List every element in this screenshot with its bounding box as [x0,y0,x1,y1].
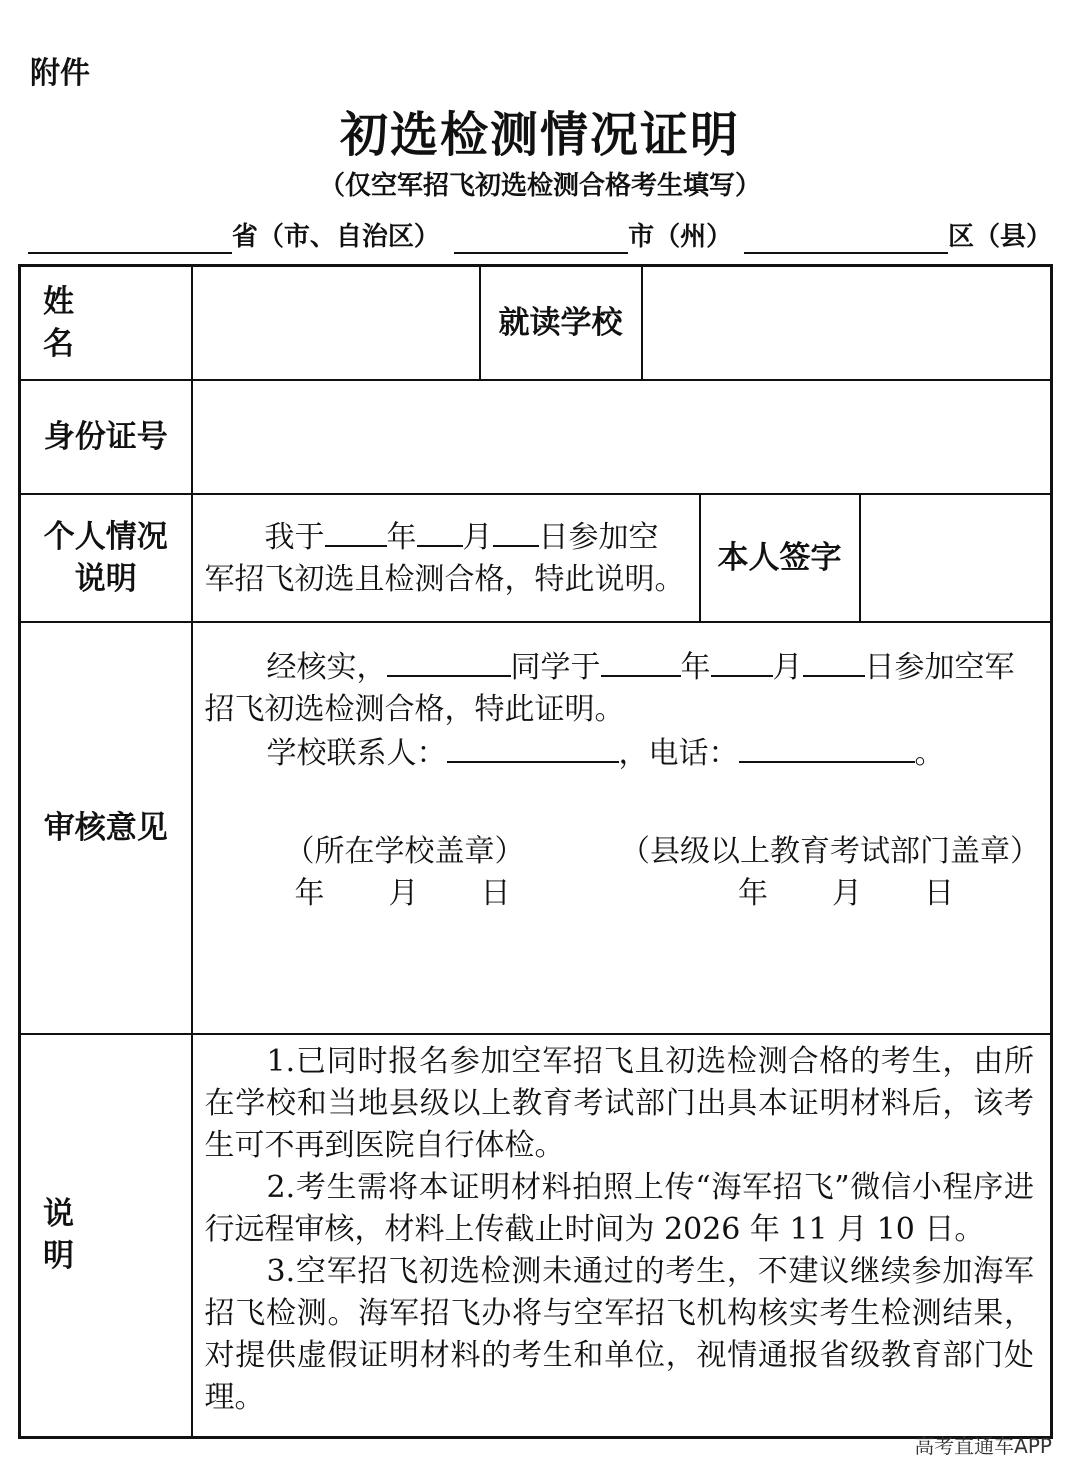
personal-text-3: 月 [462,519,493,555]
review-content [192,622,1052,1034]
phone-blank[interactable] [739,731,915,763]
school-seal-year: 年 [294,875,325,911]
review-row [20,622,1052,1034]
review-text-2: 同学于 [510,649,601,685]
document-subtitle: （仅空军招飞初选检测合格考生填写） [318,171,761,201]
id-row [20,380,1052,494]
dept-seal-block [604,831,1040,915]
note-item: 2.考生需将本证明材料拍照上传“海军招飞”微信小程序进行远程审核，材料上传截止时间为 2026 年 11 月 10 日。 [204,1169,1035,1247]
review-day-blank[interactable] [803,645,865,677]
notes-content [192,1034,1052,1438]
district-blank[interactable] [744,220,948,254]
review-label: 审核意见 [20,622,192,1034]
review-year-blank[interactable] [601,645,681,677]
signature-field[interactable] [860,494,1052,622]
school-seal-block [205,831,605,915]
dept-seal-day: 日 [924,875,955,911]
dept-seal-year: 年 [738,875,769,911]
review-text-6: 招飞初选检测合格，特此证明。 [204,691,625,727]
province-label: 省（市、自治区） [231,222,440,252]
phone-label: ，电话： [618,735,739,771]
watermark: 高考直通车APP [914,1434,1052,1458]
signature-label: 本人签字 [700,494,860,622]
region-line [28,218,1052,254]
dept-seal-month: 月 [832,875,863,911]
month-blank[interactable] [417,515,463,547]
certification-form [18,264,1053,1439]
review-text-1: 经核实， [266,649,387,685]
personal-label-line1: 个人情况 [43,518,168,555]
name-row [20,266,1052,380]
review-text-3: 年 [680,649,711,685]
school-label: 就读学校 [480,266,642,380]
district-label: 区（县） [947,222,1052,252]
dept-seal-label: （县级以上教育考试部门盖章） [620,833,1041,869]
note-item: 3.空军招飞初选检测未通过的考生，不建议继续参加海军招飞检测。海军招飞办将与空军招飞机构核实考生检测结果，对提供虚假证明材料的考生和单位，视情通报省级教育部门处理。 [204,1253,1035,1415]
personal-text-1: 我于 [264,519,325,555]
personal-text-5: 军招飞初选且检测合格，特此说明。 [204,561,685,597]
notes-label: 说 明 [20,1034,192,1438]
personal-text-2: 年 [386,519,417,555]
school-seal-day: 日 [480,875,511,911]
personal-label-line2: 说明 [74,560,137,597]
seal-area [205,831,1041,915]
name-label: 姓 名 [20,266,192,380]
contact-label: 学校联系人： [266,735,447,771]
review-text-end: 。 [914,735,945,771]
school-seal-label: （所在学校盖章） [284,833,525,869]
contact-blank[interactable] [447,731,619,763]
province-blank[interactable] [28,220,232,254]
document-title: 初选检测情况证明 [339,107,740,163]
attachment-label: 附件 [30,56,90,91]
year-blank[interactable] [325,515,387,547]
review-text-5: 日参加空军 [864,649,1015,685]
review-text-4: 月 [772,649,803,685]
city-blank[interactable] [454,220,628,254]
review-month-blank[interactable] [711,645,773,677]
id-label: 身份证号 [20,380,192,494]
personal-text-4: 日参加空 [538,519,659,555]
city-label: 市（州） [628,222,733,252]
note-item: 1.已同时报名参加空军招飞且初选检测合格的考生，由所在学校和当地县级以上教育考试部门出具本证明材料后，该考生可不再到医院自行体检。 [204,1043,1035,1163]
day-blank[interactable] [493,515,539,547]
personal-label [20,494,192,622]
notes-row [20,1034,1052,1438]
name-field[interactable] [192,266,480,380]
school-seal-month: 月 [388,875,419,911]
personal-row [20,494,1052,622]
school-field[interactable] [642,266,1052,380]
student-name-blank[interactable] [387,645,511,677]
id-field[interactable] [192,380,1052,494]
personal-statement [192,494,700,622]
